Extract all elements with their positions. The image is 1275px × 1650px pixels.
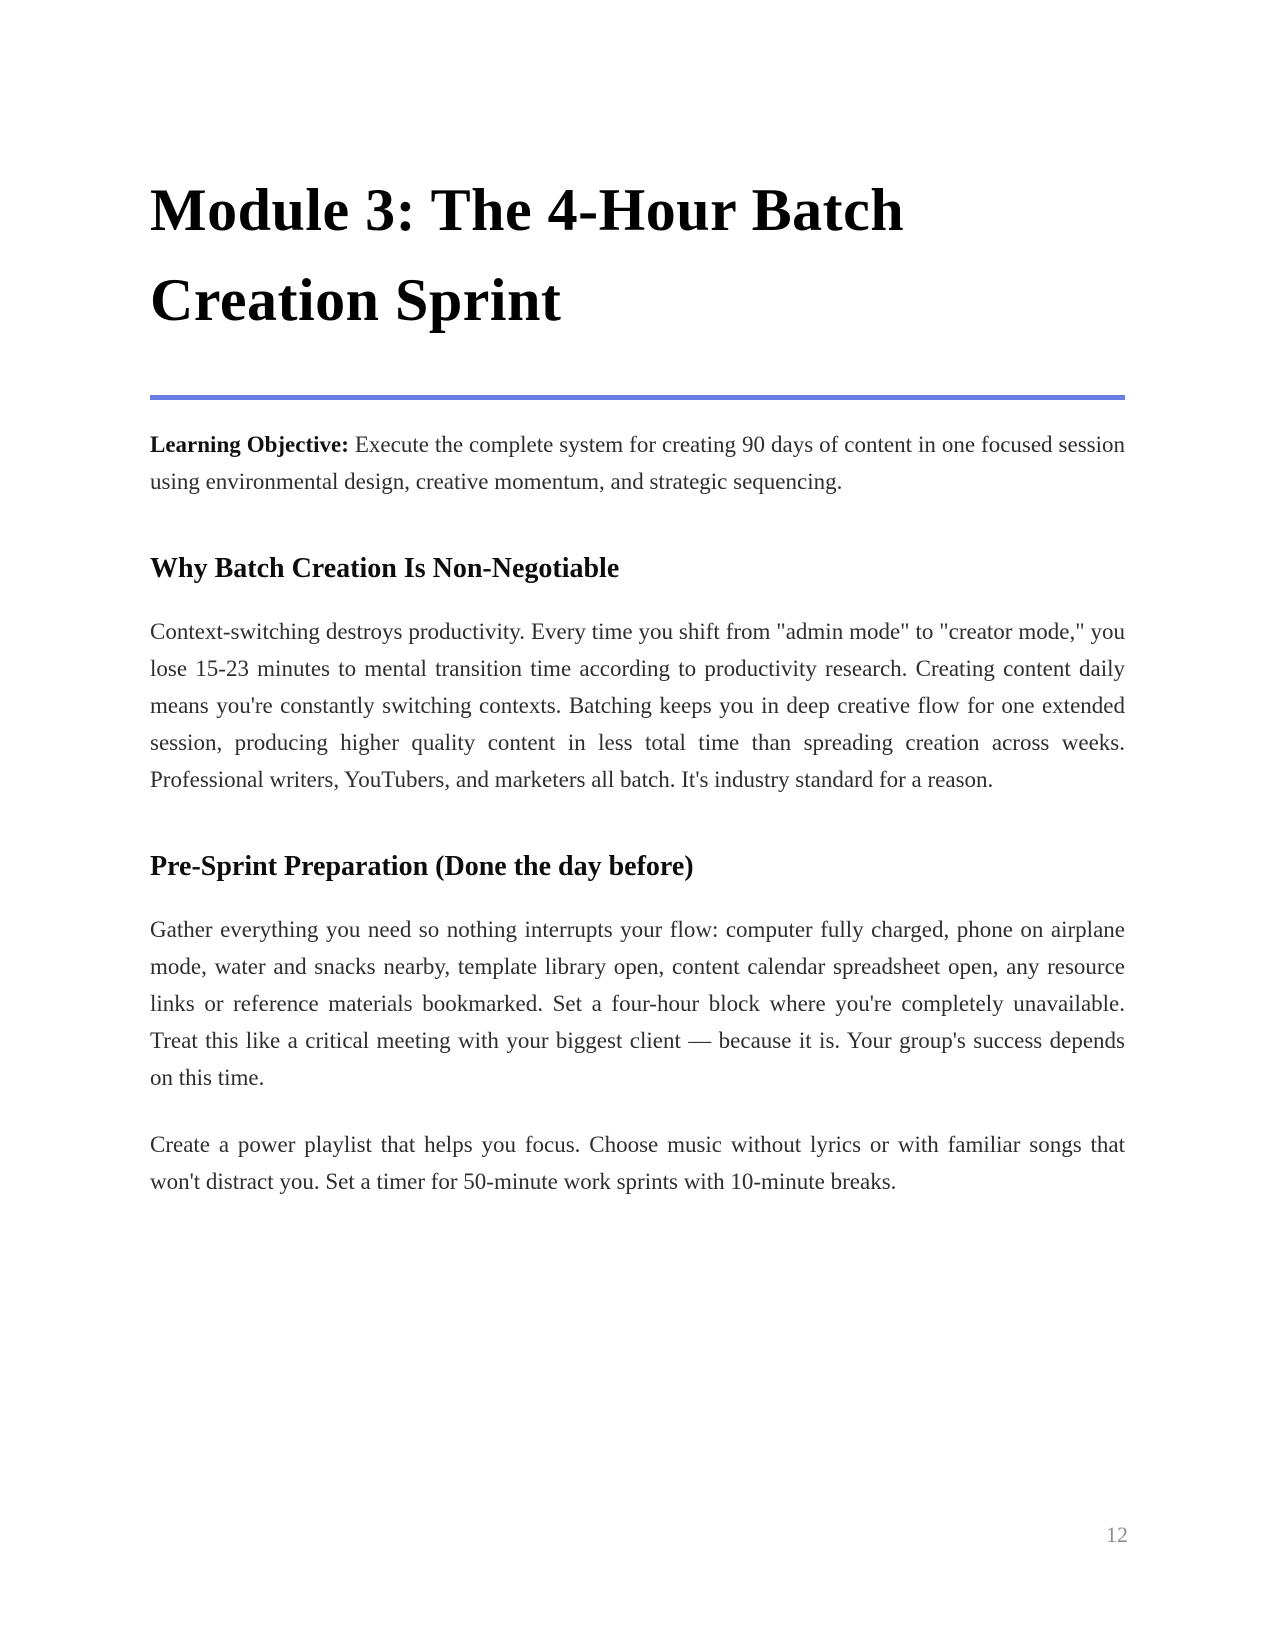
page-number: 12 [1106,1522,1128,1547]
learning-objective-label: Learning Objective: [150,432,349,457]
section-heading-pre-sprint-preparation: Pre-Sprint Preparation (Done the day before) [150,851,694,882]
paragraph-gather-everything: Gather everything you need so nothing interrupts your flow: computer fully charged, phone on airplane mode, water and snacks nearby, template library open, content calendar spreadsheet open, any resource links or reference materials bookmarked. Set a four-hour block where you're completely unavailable. Treat this like a critical meeting with your biggest client — because it is. Your group's success depends on this time. [150,917,1125,1090]
title-rule [150,395,1125,400]
section-heading-why-batch-creation: Why Batch Creation Is Non-Negotiable [150,553,620,584]
page-title: Module 3: The 4-Hour Batch Creation Sprint [150,177,905,333]
learning-objective-text: Execute the complete system for creating 90 days of content in one focused session using environmental design, creative momentum, and strategic sequencing. [150,432,1125,494]
paragraph-power-playlist: Create a power playlist that helps you focus. Choose music without lyrics or with familiar songs that won't distract you. Set a timer for 50-minute work sprints with 10-minute breaks. [150,1132,1125,1194]
paragraph-context-switching: Context-switching destroys productivity. Every time you shift from "admin mode" to "creator mode," you lose 15-23 minutes to mental transition time according to productivity research. Creating content daily means you're constantly switching contexts. Batching keeps you in deep creative flow for one extended session, producing higher quality content in less total time than spreading creation across weeks. Professional writers, YouTubers, and marketers all batch. It's industry standard for a reason. [150,619,1125,792]
learning-objective-paragraph [150,426,1125,500]
